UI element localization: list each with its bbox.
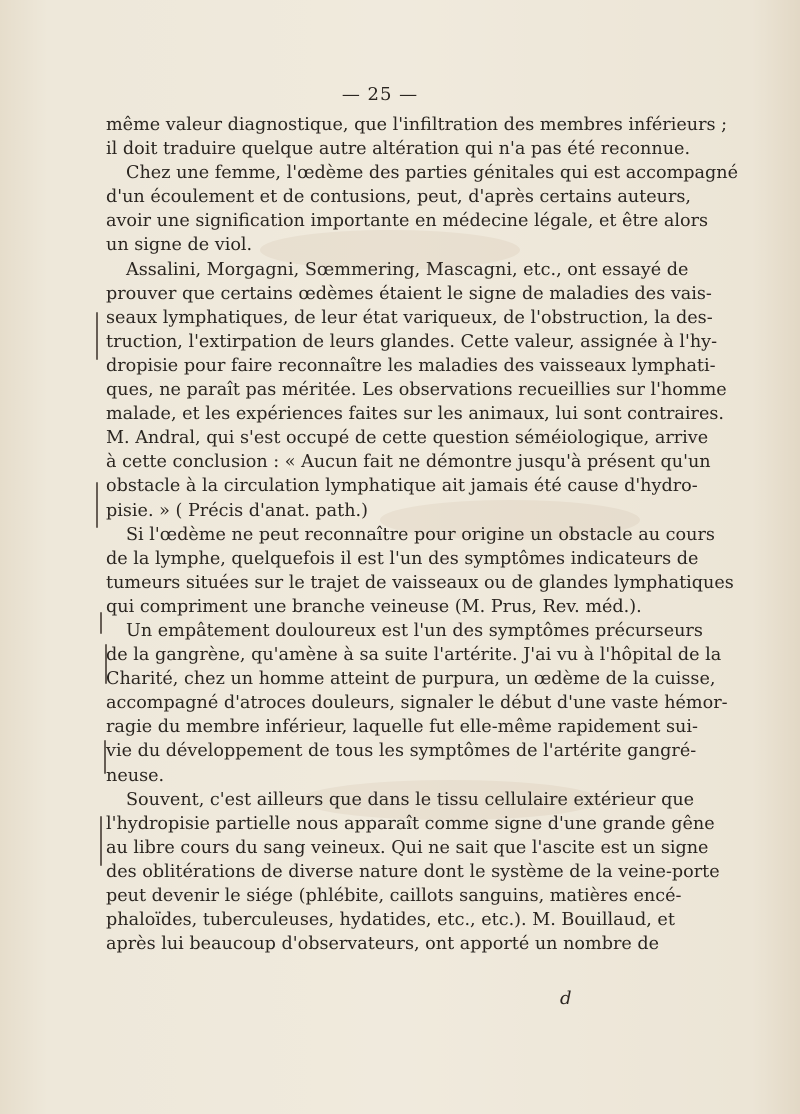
- text-line: même valeur diagnostique, que l'infiltration des membres inférieurs ;: [106, 115, 728, 135]
- text-line: de la lymphe, quelquefois il est l'un des symptômes indicateurs de: [106, 548, 699, 569]
- text-line: Assalini, Morgagni, Sœmmering, Mascagni, etc., ont essayé de: [126, 259, 689, 280]
- text-line: au libre cours du sang veineux. Qui ne sait que l'ascite est un signe: [106, 837, 709, 858]
- text-line: phaloïdes, tuberculeuses, hydatides, etc., etc.). M. Bouillaud, et: [106, 910, 675, 931]
- text-line: seaux lymphatiques, de leur état variqueux, de l'obstruction, la des-: [106, 307, 713, 328]
- text-line: un signe de viol.: [106, 235, 253, 256]
- signature-mark: d: [560, 988, 572, 1009]
- body-text: [106, 113, 739, 956]
- paragraph: [106, 788, 720, 957]
- page-number: — 25 —: [341, 84, 419, 105]
- text-line: qui compriment une branche veineuse (M. Prus, Rev. méd.).: [106, 596, 642, 617]
- text-line: accompagné d'atroces douleurs, signaler le début d'une vaste hémor-: [106, 693, 728, 714]
- text-line: d'un écoulement et de contusions, peut, d'après certains auteurs,: [106, 187, 692, 208]
- text-line: des oblitérations de diverse nature dont le système de la veine-porte: [106, 861, 720, 882]
- text-line: l'hydropisie partielle nous apparaît comme signe d'une grande gêne: [106, 813, 715, 834]
- text-line: peut devenir le siége (phlébite, caillots sanguins, matières encé-: [106, 886, 682, 906]
- text-line: Charité, chez un homme atteint de purpura, un œdème de la cuisse,: [106, 669, 716, 690]
- text-line: à cette conclusion : « Aucun fait ne démontre jusqu'à présent qu'un: [106, 452, 711, 473]
- text-line: il doit traduire quelque autre altération qui n'a pas été reconnue.: [106, 139, 691, 160]
- text-line: dropisie pour faire reconnaître les maladies des vaisseaux lymphati-: [106, 355, 716, 376]
- text-line: tumeurs situées sur le trajet de vaisseaux ou de glandes lymphatiques: [106, 572, 734, 593]
- text-line: obstacle à la circulation lymphatique ait jamais été cause d'hydro-: [106, 476, 698, 497]
- text-line: neuse.: [106, 765, 165, 786]
- text-line: M. Andral, qui s'est occupé de cette question séméiologique, arrive: [106, 428, 709, 449]
- text-line: vie du développement de tous les symptômes de l'artérite gangré-: [106, 741, 697, 762]
- text-line: de la gangrène, qu'amène à sa suite l'artérite. J'ai vu à l'hôpital de la: [106, 645, 722, 666]
- text-line: prouver que certains œdèmes étaient le signe de maladies des vais-: [106, 283, 712, 304]
- margin-bracket-mark: [100, 612, 102, 634]
- margin-bracket-mark: [96, 312, 98, 360]
- text-line: avoir une signification importante en médecine légale, et être alors: [106, 211, 709, 232]
- margin-bracket-mark: [100, 816, 102, 866]
- text-line: Si l'œdème ne peut reconnaître pour origine un obstacle au cours: [126, 524, 715, 545]
- text-line: truction, l'extirpation de leurs glandes. Cette valeur, assignée à l'hy-: [106, 331, 718, 352]
- paragraph: [106, 258, 727, 523]
- text-line: pisie. » ( Précis d'anat. path.): [106, 500, 368, 521]
- text-line: Chez une femme, l'œdème des parties génitales qui est accompagné: [126, 163, 739, 184]
- paragraph: [106, 619, 728, 788]
- text-line: Souvent, c'est ailleurs que dans le tissu cellulaire extérieur que: [126, 789, 695, 810]
- text-line: ragie du membre inférieur, laquelle fut elle-même rapidement sui-: [106, 717, 698, 738]
- text-line: ques, ne paraît pas méritée. Les observations recueillies sur l'homme: [106, 380, 727, 401]
- margin-bracket-mark: [96, 482, 98, 528]
- text-line: malade, et les expériences faites sur les animaux, lui sont contraires.: [106, 404, 724, 425]
- paragraph: [106, 161, 739, 257]
- paragraph: [106, 523, 734, 619]
- text-line: après lui beaucoup d'observateurs, ont apporté un nombre de: [106, 934, 660, 955]
- paragraph: [106, 113, 728, 161]
- text-line: Un empâtement douloureux est l'un des symptômes précurseurs: [126, 620, 703, 641]
